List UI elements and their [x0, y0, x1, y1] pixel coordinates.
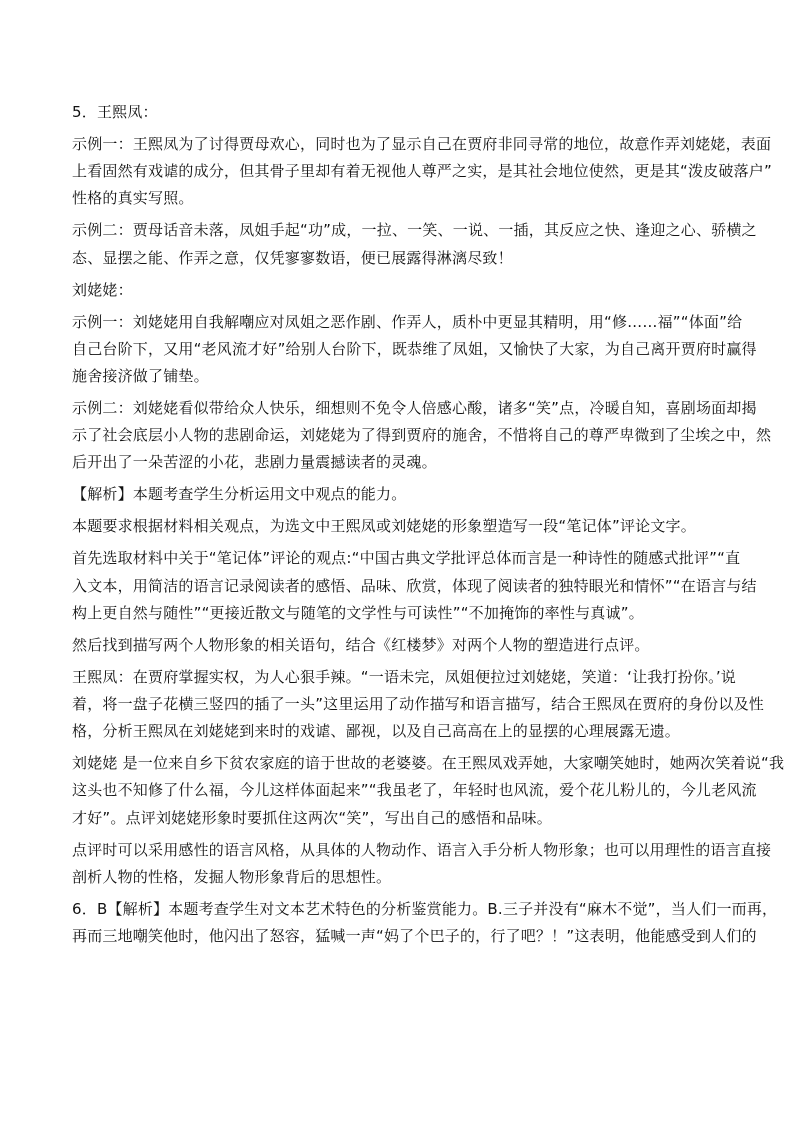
analysis-intro [72, 481, 728, 508]
text-line: 然后找到描写两个人物形象的相关语句，结合《红楼梦》对两个人物的塑造进行点评。 [72, 635, 650, 654]
text-line: 示例二：贾母话音未落，凤姐手起“功”成，一拉、一笑、一说、一插，其反应之快、逢迎之心、骄横之 [72, 221, 757, 240]
document-page [72, 99, 785, 955]
text-line: 入文本，用简洁的语言记录阅读者的感悟、品味、欣赏，体现了阅读者的独特眼光和情怀”“在语言与结 [72, 576, 757, 595]
text-line: 才好”。点评刘姥姥形象时要抓住这两次“笑”，写出自己的感悟和品味。 [72, 808, 552, 827]
text-line: 格，分析王熙凤在刘姥姥到来时的戏谑、鄙视，以及自己高高在上的显摆的心理展露无遗。 [72, 722, 681, 741]
analysis-liulaolao [72, 750, 785, 832]
text-line: 构上更自然与随性”“更接近散文与随笔的文学性与可读性”“不加掩饰的率性与真诚”。 [72, 603, 644, 622]
text-line: 王熙凤：在贾府掌握实权，为人心狠手辣。“一语未完，凤姐便拉过刘姥姥，笑道：‘让我打扮你。’说 [72, 667, 737, 686]
text-line: 刘姥姥： [72, 280, 133, 299]
analysis-requirement [72, 513, 728, 540]
wangxifeng-example-1 [72, 131, 772, 213]
text-line: 着，将一盘子花横三竖四的插了一头”这里运用了动作描写和语言描写，结合王熙凤在贾府的身份以及性 [72, 695, 764, 714]
wangxifeng-example-2 [72, 217, 757, 271]
text-line: 示例一：王熙凤为了讨得贾母欢心，同时也为了显示自己在贾府非同寻常的地位，故意作弄刘姥姥，表面 [72, 135, 772, 153]
analysis-step-2 [72, 632, 728, 659]
text-line: 示例一：刘姥姥用自我解嘲应对凤姐之恶作剧、作弄人，质朴中更显其精明，用“修……福”“体面”给 [72, 312, 743, 331]
question-5-heading [72, 99, 728, 126]
text-line: 这头也不知修了什么福，今儿这样体面起来”“我虽老了，年轻时也风流，爱个花儿粉儿的，今儿老风流 [72, 781, 757, 800]
liulaolao-example-2 [72, 395, 772, 477]
text-line: 6．B【解析】本题考查学生对文本艺术特色的分析鉴赏能力。B.三子并没有“麻木不觉”，当人们一而再， [72, 899, 778, 918]
question-6-answer [72, 896, 778, 950]
analysis-wangxifeng [72, 664, 764, 746]
text-line: 后开出了一朵苦涩的小花，悲剧力量震撼读者的灵魂。 [72, 453, 437, 472]
text-line: 示例二：刘姥姥看似带给众人快乐，细想则不免令人倍感心酸，诸多“笑”点，冷暖自知，喜剧场面却揭 [72, 399, 757, 418]
text-line: 上看固然有戏谑的成分，但其骨子里却有着无视他人尊严之实，是其社会地位使然，更是其“泼皮破落户” [72, 162, 772, 181]
text-line: 点评时可以采用感性的语言风格，从具体的人物动作、语言入手分析人物形象；也可以用理性的语言直接 [72, 840, 772, 859]
text-line: 刘姥姥 是一位来自乡下贫农家庭的谙于世故的老婆婆。在王熙凤戏弄她，大家嘲笑她时，她两次笑着说“我 [72, 754, 785, 773]
text-line: 再而三地嘲笑他时，他闪出了怒容，猛喊一声“妈了个巴子的，行了吧？！”这表明，他能感受到人们的 [72, 927, 757, 946]
text-line: 性格的真实写照。 [72, 189, 194, 208]
liulaolao-example-1 [72, 309, 757, 391]
analysis-step-1 [72, 545, 757, 627]
text-line: 态、显摆之能、作弄之意，仅凭寥寥数语，便已展露得淋漓尽致！ [72, 248, 513, 267]
text-line: 5．王熙凤： [72, 103, 158, 121]
text-line: 施舍接济做了铺垫。 [72, 367, 209, 386]
text-line: 示了社会底层小人物的悲剧命运，刘姥姥为了得到贾府的施舍，不惜将自己的尊严卑微到了尘埃之中，然 [72, 426, 772, 445]
text-line: 本题要求根据材料相关观点，为选文中王熙凤或刘姥姥的形象塑造写一段“笔记体”评论文字。 [72, 517, 696, 536]
text-line: 首先选取材料中关于“笔记体”评论的观点:“中国古典文学批评总体而言是一种诗性的随感式批评”“直 [72, 549, 741, 568]
text-line: 剖析人物的性格，发掘人物形象背后的思想性。 [72, 867, 392, 886]
text-line: 自己台阶下，又用“老风流才好”给别人台阶下，既恭维了凤姐，又愉快了大家，为自己离开贾府时赢得 [72, 339, 757, 358]
analysis-style-note [72, 837, 772, 891]
text-line: 【解析】本题考查学生分析运用文中观点的能力。 [72, 485, 407, 504]
liulaolao-heading [72, 277, 728, 304]
